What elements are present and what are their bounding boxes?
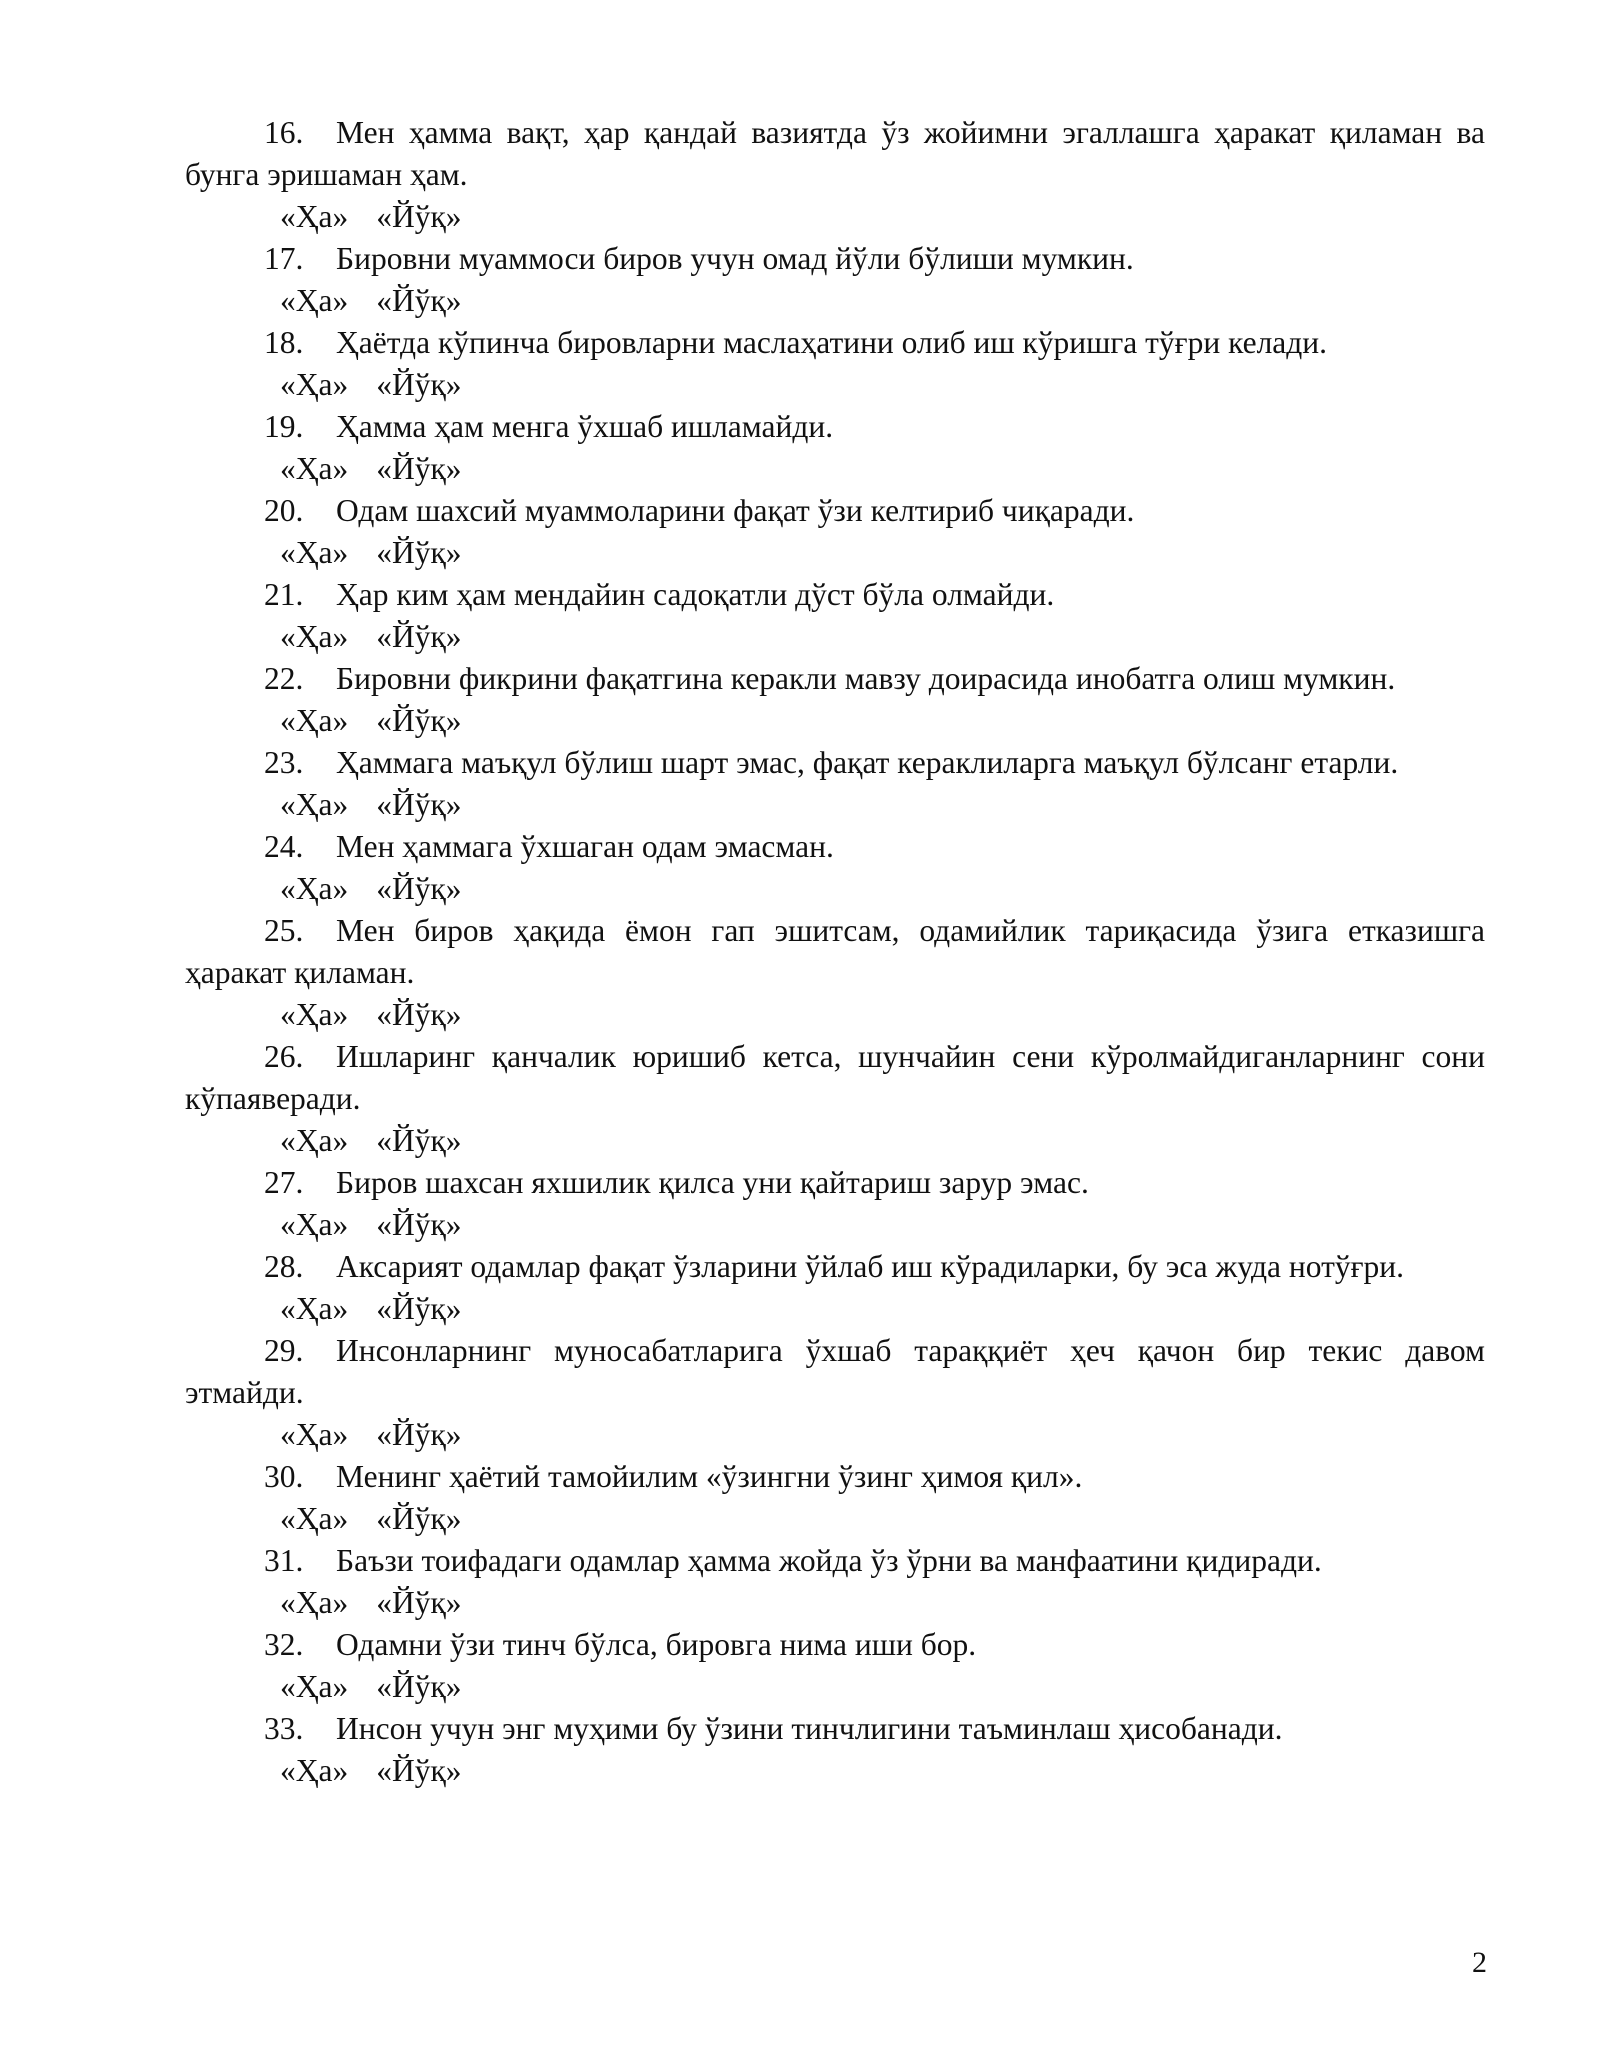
answer-options — [185, 1120, 1485, 1162]
question-item — [185, 1036, 1485, 1162]
answer-options — [185, 1204, 1485, 1246]
answer-yes: «Ҳа» — [280, 1669, 349, 1704]
question-item — [185, 1708, 1485, 1792]
answer-yes: «Ҳа» — [280, 1207, 349, 1242]
question-number: 27. — [264, 1165, 304, 1200]
answer-no: «Йўқ» — [376, 1291, 462, 1326]
question-text-line — [185, 112, 1485, 196]
question-item — [185, 490, 1485, 574]
answer-no: «Йўқ» — [376, 1669, 462, 1704]
answer-options — [185, 616, 1485, 658]
document-page — [185, 112, 1485, 1792]
answer-options — [185, 280, 1485, 322]
answer-no: «Йўқ» — [376, 283, 462, 318]
question-item — [185, 322, 1485, 406]
answer-no: «Йўқ» — [376, 703, 462, 738]
answer-no: «Йўқ» — [376, 535, 462, 570]
answer-no: «Йўқ» — [376, 451, 462, 486]
question-item — [185, 1456, 1485, 1540]
question-number: 19. — [264, 409, 304, 444]
answer-yes: «Ҳа» — [280, 1501, 349, 1536]
question-number: 22. — [264, 661, 304, 696]
question-item — [185, 406, 1485, 490]
answer-options — [185, 868, 1485, 910]
question-item — [185, 910, 1485, 1036]
answer-options — [185, 1288, 1485, 1330]
question-number: 18. — [264, 325, 304, 360]
answer-no: «Йўқ» — [376, 367, 462, 402]
question-text: Бировни фикрини фақатгина керакли мавзу доирасида инобатга олиш мумкин. — [336, 661, 1396, 696]
answer-no: «Йўқ» — [376, 1585, 462, 1620]
answer-yes: «Ҳа» — [280, 703, 349, 738]
answer-yes: «Ҳа» — [280, 199, 349, 234]
question-text: Биров шахсан яхшилик қилса уни қайтариш зарур эмас. — [336, 1165, 1089, 1200]
question-number: 21. — [264, 577, 304, 612]
question-text-line — [185, 826, 1485, 868]
question-number: 29. — [264, 1333, 304, 1368]
question-text-line — [185, 742, 1485, 784]
question-item — [185, 112, 1485, 238]
question-item — [185, 658, 1485, 742]
answer-no: «Йўқ» — [376, 619, 462, 654]
answer-yes: «Ҳа» — [280, 283, 349, 318]
question-number: 24. — [264, 829, 304, 864]
answer-yes: «Ҳа» — [280, 619, 349, 654]
answer-yes: «Ҳа» — [280, 997, 349, 1032]
question-text-line — [185, 1162, 1485, 1204]
question-item — [185, 1330, 1485, 1456]
question-text: Бировни муаммоси биров учун омад йўли бўлиши мумкин. — [336, 241, 1134, 276]
question-number: 23. — [264, 745, 304, 780]
question-number: 17. — [264, 241, 304, 276]
page-number: 2 — [1472, 1946, 1487, 1979]
answer-options — [185, 532, 1485, 574]
answer-options — [185, 364, 1485, 406]
answer-options — [185, 1498, 1485, 1540]
answer-no: «Йўқ» — [376, 199, 462, 234]
answer-yes: «Ҳа» — [280, 787, 349, 822]
answer-yes: «Ҳа» — [280, 1417, 349, 1452]
question-item — [185, 1624, 1485, 1708]
question-number: 32. — [264, 1627, 304, 1662]
question-number: 31. — [264, 1543, 304, 1578]
question-item — [185, 238, 1485, 322]
question-text-line — [185, 1330, 1485, 1414]
answer-no: «Йўқ» — [376, 787, 462, 822]
question-text: Ҳар ким ҳам мендайин садоқатли дўст бўла олмайди. — [336, 577, 1055, 612]
question-text-line — [185, 658, 1485, 700]
question-text: Ҳаётда кўпинча бировларни маслаҳатини олиб иш кўришга тўғри келади. — [336, 325, 1328, 360]
question-text-line — [185, 1036, 1485, 1120]
question-text-line — [185, 574, 1485, 616]
question-text-line — [185, 1708, 1485, 1750]
question-text: Ишларинг қанчалик юришиб кетса, шунчайин сени кўролмайдиганларнинг сони кўпаяверади. — [185, 1039, 1485, 1116]
answer-yes: «Ҳа» — [280, 871, 349, 906]
answer-yes: «Ҳа» — [280, 451, 349, 486]
question-text: Одамни ўзи тинч бўлса, бировга нима иши бор. — [336, 1627, 977, 1662]
question-number: 28. — [264, 1249, 304, 1284]
question-number: 20. — [264, 493, 304, 528]
answer-no: «Йўқ» — [376, 1417, 462, 1452]
answer-yes: «Ҳа» — [280, 1585, 349, 1620]
question-text: Мен ҳамма вақт, ҳар қандай вазиятда ўз жойимни эгаллашга ҳаракат қиламан ва бунга эришаман ҳам. — [185, 115, 1485, 192]
question-item — [185, 1540, 1485, 1624]
answer-options — [185, 1414, 1485, 1456]
question-item — [185, 742, 1485, 826]
answer-no: «Йўқ» — [376, 997, 462, 1032]
question-text: Инсон учун энг муҳими бу ўзини тинчлигини таъминлаш ҳисобанади. — [336, 1711, 1283, 1746]
question-text: Одам шахсий муаммоларини фақат ўзи келтириб чиқаради. — [336, 493, 1135, 528]
answer-yes: «Ҳа» — [280, 1291, 349, 1326]
question-list — [185, 112, 1485, 1792]
answer-yes: «Ҳа» — [280, 1123, 349, 1158]
answer-no: «Йўқ» — [376, 871, 462, 906]
answer-yes: «Ҳа» — [280, 535, 349, 570]
answer-no: «Йўқ» — [376, 1753, 462, 1788]
answer-options — [185, 448, 1485, 490]
question-number: 30. — [264, 1459, 304, 1494]
question-number: 25. — [264, 913, 304, 948]
question-item — [185, 1162, 1485, 1246]
question-text-line — [185, 238, 1485, 280]
answer-options — [185, 994, 1485, 1036]
answer-options — [185, 1750, 1485, 1792]
question-text-line — [185, 1246, 1485, 1288]
question-item — [185, 574, 1485, 658]
question-number: 16. — [264, 115, 304, 150]
question-text-line — [185, 1624, 1485, 1666]
question-item — [185, 826, 1485, 910]
question-text: Аксарият одамлар фақат ўзларини ўйлаб иш кўрадиларки, бу эса жуда нотўғри. — [336, 1249, 1405, 1284]
question-text: Мен ҳаммага ўхшаган одам эмасман. — [336, 829, 834, 864]
answer-options — [185, 196, 1485, 238]
question-text-line — [185, 1456, 1485, 1498]
answer-options — [185, 784, 1485, 826]
question-text: Ҳаммага маъқул бўлиш шарт эмас, фақат кераклиларга маъқул бўлсанг етарли. — [336, 745, 1399, 780]
question-text-line — [185, 910, 1485, 994]
answer-yes: «Ҳа» — [280, 367, 349, 402]
answer-no: «Йўқ» — [376, 1207, 462, 1242]
question-text-line — [185, 1540, 1485, 1582]
question-number: 26. — [264, 1039, 304, 1074]
question-text-line — [185, 322, 1485, 364]
question-text: Инсонларнинг муносабатларига ўхшаб тараққиёт ҳеч қачон бир текис давом этмайди. — [185, 1333, 1485, 1410]
question-number: 33. — [264, 1711, 304, 1746]
answer-options — [185, 1582, 1485, 1624]
question-item — [185, 1246, 1485, 1330]
question-text: Менинг ҳаётий тамойилим «ўзингни ўзинг ҳимоя қил». — [336, 1459, 1083, 1494]
question-text: Ҳамма ҳам менга ўхшаб ишламайди. — [336, 409, 834, 444]
question-text-line — [185, 490, 1485, 532]
answer-options — [185, 1666, 1485, 1708]
answer-no: «Йўқ» — [376, 1501, 462, 1536]
question-text-line — [185, 406, 1485, 448]
answer-no: «Йўқ» — [376, 1123, 462, 1158]
question-text: Баъзи тоифадаги одамлар ҳамма жойда ўз ўрни ва манфаатини қидиради. — [336, 1543, 1322, 1578]
answer-yes: «Ҳа» — [280, 1753, 349, 1788]
question-text: Мен биров ҳақида ёмон гап эшитсам, одамийлик тариқасида ўзига етказишга ҳаракат қиламан. — [185, 913, 1485, 990]
answer-options — [185, 700, 1485, 742]
